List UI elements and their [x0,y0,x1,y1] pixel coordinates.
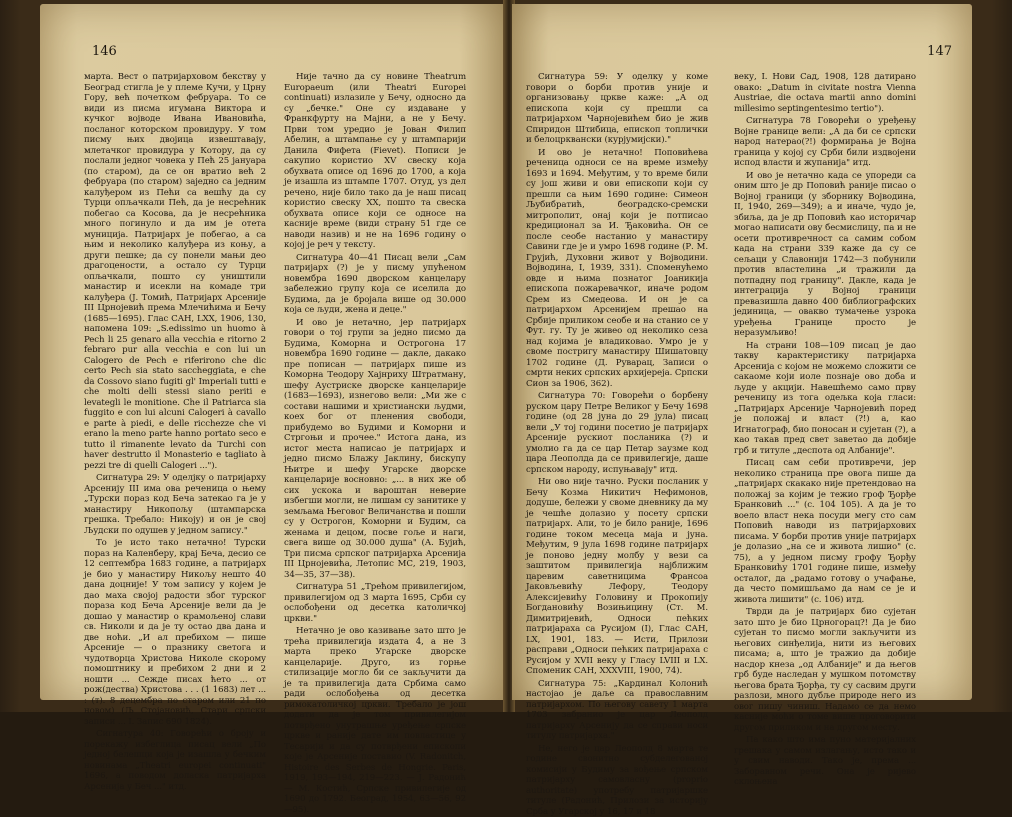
paragraph: марта. Вест о патријарховом бекству у Београд стигла је у племе Кучи, у Црну Гору, већ почетком фебруара. То се види из писма игумана Виктора и кучког војводе Ивана Ивановића, посланог которском провидуру. У том писму њих двојица извештавају, млетачког провидура у Котору, да су послали једног човека у Пећ 25 јануара (по старом), да се он вратио већ 2 фебруара (по старом) заједно са једним калуђером из Пећи са вешћу да су Турци опљачкали Пећ, да је несрећник побегао са Косова, да је несрећника много погинуло и да им је отета муниција. Патријарх је побегао, а са њим и неколико калуђера из коњу, а други пешке; да су понели мањи део драгоцености, а остало су Турци опљачкали, пошто су уништили манастир и исекли на комаде три калуђера (Ј. Томић, Патријарх Арсеније III Црнојевић према Млечићима и Бечу (1685—1695). Глас САН, LXX, 1906, 130, напомена 109: „S.edissimo un huomo à Pech li 25 genaro alla vecchia e ritorno 2 febraro pur alla vecchia e con lui un Calogero de Pech e riferirono che dic certo Pech sia stato saccheggiata, e che da Cossovo siano fugiti gl' Imperiali tutti e che molti delli stessi siano periti e levategli le monitione. Che il Patriarca sia fuggito e con lui alcuni Calogeri à cavallo e parte à piedi, e delle ricchezze che vi erano la meno parte hanno portato seco e tutto il rimanente levato da Turchi con haver destrutto il Monasterio e tagliato à pezzi tre di quelli Calogeri ..."). [84,72,266,471]
paragraph: Сигнатура 40—41 Писац вели „Сам патријарх (?) је у писму упућеном новембра 1690 дворском канцелару забележио групу која се иселила до Будима, да је бројала више од 30.000 која се људи, жена и деце." [284,253,466,316]
left-column-2 [284,72,466,694]
paragraph: То је исто тако нетачно! Турски пораз на Каленберу, крај Беча, десио се 12 септембра 1683 године, а патријарх је био у манастиру Никољу нешто 40 дана доцније! У том запису у којем је дао маха својој радости због турског пораза код Беча Арсеније вели да је дошао у манастир о крамољеној слави св. Николи и да је ту остао два дана и две ноћи. „И ал пребихом — пише Арсеније — о празнику светога и чудотворца Христова Николе скорому помоштнику и пребихом 2 дни и 2 ношти ... Сежде писах ћето ... от рож(дества) Христова . . . (1 1683) лет ... : (т). 8 децембра по старом или 21 по новом) (Љ Стојановић, Стари српски записи ... I. Запис 690 1824). [84,538,266,727]
paragraph: Сигнатура 51 „Трећом привилегијом, привилегијом од 3 марта 1695, Срби су ослобођени од десетка католичкој цркви." [284,582,466,624]
paragraph: И ово је нетачно, јер патријарх говори о тој групи за једно писмо да Будима, Коморна и Острогона 17 новембра 1690 године — дакле, дакако пре пописан — патријарх пише из Коморна Теодору Хајнриху Штратману, шефу Аустриске дворске канцеларије (1683—1693), изнегово вели: „Ми же с состави нашими и христиански људми, коех бог от пленения свободи, прибудемо во Будими и Коморни и Стргоњи и прочее." Истога дана, из истог места написао је патријарх и једно писмо Блажу Јаклину, бискупу Њитре и шефу Угарске дворске канцеларије восновно: „... в них же об сих ускока и вароштан неверие избегши могли, не лишам су занитике у земљама Његовог Величанства и пошли су у Острогон, Коморни и Будим, са женама и децом, посве гоље и наги, свега више од 30.000 душа" (А. Бујић, Три писма српског патријарха Арсенија III Црнојевића, Летопис МС, 219, 1903, 34—35, 37—38). [284,318,466,581]
paragraph: И ово је нетачно када се упореди са оним што је др Поповић раније писао о Војној граници (у зборнику Војводина, II, 1940, 269—349); а и иначе, чудо је, збиља, да је др Поповић као историчар могао написати ову бесмислицу, па и не осети противречност са самим собом када на страни 339 каже да су се сељаци у Славонији 1742—3 побунили против властелина „и тражили да потпадну под границу". Дакле, када је интеграција у Војној граници превазишла давно 400 библиографских јединица, — овакво тумачење узрока уређења Границе просто је неразумљиво! [734,171,916,339]
paragraph: Па како што има пуно материјалних грешака у самом излагању, исто тако и у свим наводи. Тако је, према ... Заборавном речи. Она је ријево склоњена [734,735,916,788]
paragraph: Нетачно је ово казивање зато што је трећа привилегија издата 4, а не 3 марта преко Угарске дворске канцеларије. Друго, из горње стилизације могло би се закључити да је та привилегија дата Србима само ради ослобођења од десетка римокатоличкој цркви. Требало је још додати да је том привилегијом потврђено унутрашње уређење српске цркве и раније дате им повластице у Тесарији и да су потврђени епископи које је Арсеније поставио (V. Radonitch, Histoire des Serbes de Hongrie. Paris, 1919, 193—194, 219—223. — Ј. Радонић — М. Костић, Српске привилегије од 1690 до 1792. Београд, 1954, 63—56, 92—95). [284,626,466,815]
paragraph: Писац сам себи противречи, јер неколико страница пре овога пише да „патријарх скакако није претендовао на положај за којим је тежио гроф Ђорђе Бранковић ..." (с. 104 105). А да је то воело власт нека посуди мегу сто сам Поповић наводи из патријархових писама. У борби против уније патријарх је долазио „на се и живота лишио" (с. 75), а у једном писму грофу Ђорђу Бранковићу 1701 године пише, између осталог, да „радамо готову о учафање, да често помишљамо да нам се је и живота лишити" (с. 106) итд. [734,458,916,605]
paragraph: Сигнатура 40: Говорећи о броју и порекажу избеглица писац вели „По једној белешци која је изашла у бечким новинама „Theatri europei continuati" 1696, а поводом доласка патријарха Арсенија у Беч ..." итд. [84,729,266,792]
paragraph: Не, него је цар Леополд 8 марта те године свонитно субделегованој комисији у Будиму за вођење српском патријарху самовласну (proprio authoritate) употребу патријаршке титуле (Радонић, Прилози за историју Срба у Угарској у 16, 17 и 18 [526,744,708,817]
page-number-right: 147 [927,44,952,59]
paragraph: Тврди да је патријарх био сујетан зато што је био Црногорац?! Да је био сујетан то писмо могли закључити из његових синђелија, нити из његових писама; а, што је тражио да добије насдор кнеза „од Албаније" и да његов грб буде наследан у мушком потомству његова брата Ђорђа, ту су сасвим други разлози, много дубље природе него из овог пишу чиниш. Надамо се да немо касније моћи о томе више проговорити другом приликом и на другом месту. [734,607,916,733]
paragraph: веку, I. Нови Сад, 1908, 128 датирано овако: „Datum in civitate nostra Vienna Austriae, die octava martii anno domini millesimo septingentesimo tertio"). [734,72,916,114]
paragraph: Сигнатура 75: „Кардинал Колонић настојао је даље са православним патријархом. По његову савету 1 марта 1703 забранио је цар Леополд патријарху Арсенију да се справи носи титулу патријарха." [526,679,708,742]
paragraph: Сигнатура 78 Говорећи о уређењу Војне границе вели: „А да би се српски народ натерао(?!) формирања је Војна граница у којој су Срби били издвојени испод власти и жупанија" итд. [734,116,916,169]
left-column-1 [84,72,266,694]
paragraph: На страни 108—109 писац је дао такву карактеристику патријарха Арсенија с којом не можемо сложити се сакаоме који иоле познаје ово доба и људе у акцији. Навешћемо само прву реченицу из тога одељка која гласи: „Патријарх Арсеније Чарнојевић поред је положај и власт (?!) а, као Игнатограф, био поносан и сујетан (?), а као такав пред свет заветао да добије грб и титуле „деспота од Албаније". [734,341,916,457]
paragraph: Сигнатура 29: У оделјку о патријарху Арсенију III има ова реченица о њему „Турски пораз код Беча затекао га је у манастиру Никопољу (штампарска грешка. Требало: Никоју) и он је свој Људски по одушев у једном запису." [84,473,266,536]
right-column-2 [734,72,916,694]
right-page [512,4,972,700]
paragraph: Сигнатура 70: Говорећи о борбену руском цару Петре Великог у Бечу 1698 године (од 28 јуна до 29 јула) писац вели „У тој години посетио је патријарх Арсеније рускиот посланика (?) и умолио га да се цар Петар заузме код цара Леополда да се привилегије, даше српском народу, испуњавају" итд. [526,391,708,475]
left-page [40,4,506,700]
paragraph: Сигнатура 59: У оделку у коме говори о борби против уније и организовању цркве каже: „А од епископа који су прешли са патријархом Чарнојевићем био је жив Спиридон Штибица, епископ топлички и белоцрквански (курјумијски)." [526,72,708,146]
right-column-1 [526,72,708,694]
paragraph: И ово је нетачно! Поповићева реченица односи се на време између 1693 и 1694. Међутим, у то време били су још живи и ови епископи који су прешли са њим 1690 године: Симеон Љубибратић, београдско-сремски митрополит, онај који је потписао кредиционал за И. Ђаковића. Он се после сеобе настанио у манастиру Савини где је и умро 1698 године (Р. М. Грујић, Духовни живот у Војводини. Војводина, I, 1939, 331). Споменућемо овде и њима познатог Јоаникија епископа пожаревачког, иначе родом Срем из Смедеова. И он је са патријархом Арсенијем прешао на Србије приликом сеобе и на станио се у Фут. гу. Ту је живео од неколико сеза над којима је владиковао. Умро је у своме постригу манастиру Шишатовцу 1702 године (Д. Руварац, Записи о смрти неких српских архијереја. Српски Сион за 1906, 362). [526,148,708,390]
paragraph: Ни ово није тачно. Руски посланик у Бечу Козма Никитич Нефимонов, додуше, бележи у своме дневнику да му је чешће долазио у посету српски патријарх. Али, то је било раније, 1696 године током месеца маја и јуна. Међутим, 9 јула 1698 године патријарх је поново једну молбу у вези са заштитом привилегија најближим царевим саветницима Франсоа Јаковљевићу Лефору, Теодору Алексијевићу Головину и Прокопију Богдановићу Возињицину (Ст. М. Димитријевић, Односи пећких патријараха са Русијом (I), Глас САН, LX, 1901, 183. — Исти, Прилози расправи „Односи пећких патријараха с Русијом у XVII веку у Гласу LVIII и LX. Споменик САН, XXXVIII, 1900, 74). [526,477,708,677]
page-number-left: 146 [92,44,117,59]
paragraph: Није тачно да су новине Theatrum Europaeum (или Theatri Europei continuati) излазиле у Бечу, односно да су „бечке." Оне су издаване у Франкфурту на Мајни, а не у Бечу. Први том уредио је Јован Филип Абелин, а штампање су у штампарији Данила Фифета (Fievet). Пописи је сакупио користио XV свеску која обухвата описе од 1696 до 1700, а која је изашла из штампе 1707. Отуд, уз дел речено, није било тако да је наш писац користио свеску XX, пошто та свеска обухвата описе који се односе на касније време (види страну 51 где се наводи назив) и не на 1696 годину о којој је реч у тексту. [284,72,466,251]
